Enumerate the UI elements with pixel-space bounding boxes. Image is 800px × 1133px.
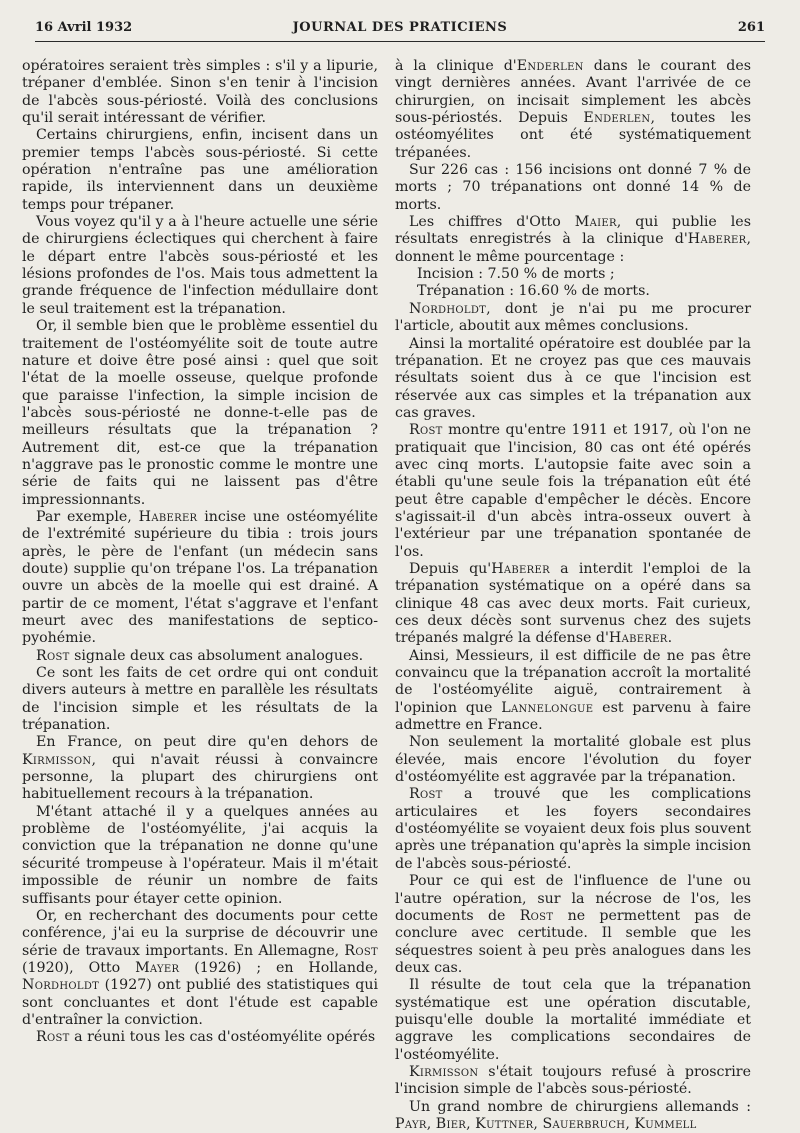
page-number: 261	[737, 20, 765, 35]
paragraph: Il résulte de tout cela que la trépanation systématique est une opération discutable, puisqu'elle double la mortalité immédiate et aggrave les complications secondaires de l'ostéomyélite.	[395, 977, 751, 1063]
paragraph: Or, en recherchant des documents pour cette conférence, j'ai eu la surprise de découvrir une série de travaux importants. En Allemagne, Rost (1920), Otto Mayer (1926) ; en Hollande, Nordholdt (1927) ont publié des statistiques qui sont concluantes et dont l'étude est capable d'entraîner la conviction.	[22, 907, 378, 1028]
paragraph: Non seulement la mortalité globale est plus élevée, mais encore l'évolution du foyer d'ostéomyélite est aggravée par la trépanation.	[395, 734, 751, 786]
paragraph: Par exemple, Haberer incise une ostéomyélite de l'extrémité supérieure du tibia : trois jours après, le père de l'enfant (un médecin sans doute) supplie qu'on trépane l'os. La trépanation ouvre un abcès de la moelle qui est drainé. A partir de ce moment, l'état s'aggrave et l'enfant meurt avec des manifestations de septico-pyohémie.	[22, 508, 378, 647]
paragraph: En France, on peut dire qu'en dehors de Kirmisson, qui n'avait réussi à convaincre personne, la plupart des chirurgiens ont habituellement recours à la trépanation.	[22, 734, 378, 803]
paragraph: Rost a trouvé que les complications articulaires et les foyers secondaires d'ostéomyélite se voyaient deux fois plus souvent après une trépanation qu'après la simple incision de l'abcès sous-périosté.	[395, 786, 751, 872]
paragraph: Les chiffres d'Otto Maier, qui publie les résultats enregistrés à la clinique d'Haberer, donnent le même pourcentage :	[395, 214, 751, 265]
journal-title: JOURNAL DES PRATICIENS	[292, 20, 508, 35]
statistic-line: Trépanation : 16.60 % de morts.	[417, 283, 650, 300]
paragraph: Or, il semble bien que le problème essentiel du traitement de l'ostéomyélite soit de toute autre nature et doive être posé ainsi : quel que soit l'état de la moelle osseuse, quelque profonde que paraisse l'infection, la simple incision de l'abcès sous-périosté ne donne-t-elle pas de meilleurs résultats que la trépanation ? Autrement dit, est-ce que la trépanation n'aggrave pas le pronostic comme le montre une série de faits qui ne laissent pas d'être impressionnants.	[22, 318, 378, 508]
paragraph: Rost a réuni tous les cas d'ostéomyélite opérés	[36, 1029, 376, 1046]
paragraph: Kirmisson s'était toujours refusé à proscrire l'incision simple de l'abcès sous-périosté.	[395, 1063, 751, 1098]
paragraph: Un grand nombre de chirurgiens allemands : Payr, Bier, Kuttner, Sauerbruch, Kummell	[395, 1098, 751, 1132]
paragraph: Certains chirurgiens, enfin, incisent dans un premier temps l'abcès sous-périosté. Si cette opération n'entraîne pas une amélioration rapide, ils interviennent dans un deuxième temps pour trépaner.	[22, 127, 378, 213]
statistic-line: Incision : 7.50 % de morts ;	[417, 266, 615, 283]
paragraph: Vous voyez qu'il y a à l'heure actuelle une série de chirurgiens éclectiques qui cherchent à faire le départ entre l'abcès sous-périosté et les lésions profondes de l'os. Mais tous admettent la grande fréquence de l'infection médullaire dont le seul traitement est la trépanation.	[22, 214, 378, 317]
left-column	[22, 58, 378, 1047]
paragraph: à la clinique d'Enderlen dans le courant des vingt dernières années. Avant l'arrivée de ce chirurgien, on incisait simplement les abcès sous-périostés. Depuis Enderlen, toutes les ostéomyélites ont été systématiquement trépanées.	[395, 58, 751, 161]
paragraph: Nordholdt, dont je n'ai pu me procurer l'article, aboutit aux mêmes conclusions.	[395, 300, 751, 335]
paragraph: Ainsi la mortalité opératoire est doublée par la trépanation. Et ne croyez pas que ces mauvais résultats soient dus à ce que l'incision est réservée aux cas simples et la trépanation aux cas graves.	[395, 335, 751, 421]
header-date: 16 Avril 1932	[35, 20, 133, 35]
running-header	[35, 18, 765, 40]
paragraph: Ce sont les faits de cet ordre qui ont conduit divers auteurs à mettre en parallèle les résultats de l'incision simple et les résultats de la trépanation.	[22, 665, 378, 734]
paragraph: M'étant attaché il y a quelques années au problème de l'ostéomyélite, j'ai acquis la conviction que la trépanation ne donne qu'une sécurité trompeuse à l'opérateur. Mais il m'était impossible de réunir un nombre de faits suffisants pour étayer cette opinion.	[22, 803, 378, 907]
paragraph: Rost signale deux cas absolument analogues.	[36, 647, 364, 664]
paragraph: Sur 226 cas : 156 incisions ont donné 7 % de morts ; 70 trépanations ont donné 14 % de morts.	[395, 162, 751, 213]
paragraph: Ainsi, Messieurs, il est difficile de ne pas être convaincu que la trépanation accroît la mortalité de l'ostéomyélite aiguë, contrairement à l'opinion que Lannelongue est parvenu à faire admettre en France.	[395, 647, 751, 734]
paragraph: Rost montre qu'entre 1911 et 1917, où l'on ne pratiquait que l'incision, 80 cas ont été opérés avec cinq morts. L'autopsie faite avec soin a établi qu'une seule fois la trépanation eût été peut être capable d'empêcher le décès. Encore s'agissait-il d'un abcès intra-osseux ouvert à l'extérieur par une trépanation spontanée de l'os.	[395, 422, 751, 560]
paragraph: Depuis qu'Haberer a interdit l'emploi de la trépanation systématique on a opéré dans sa clinique 48 cas avec deux morts. Fait curieux, ces deux décès sont survenus chez des sujets trépanés malgré la défense d'Haberer.	[395, 560, 751, 647]
paragraph: Pour ce qui est de l'influence de l'une ou l'autre opération, sur la nécrose de l'os, les documents de Rost ne permettent pas de conclure avec certitude. Il semble que les séquestres soient à peu près analogues dans les deux cas.	[395, 873, 751, 976]
header-rule	[35, 41, 765, 42]
right-column	[395, 58, 751, 1133]
paragraph: opératoires seraient très simples : s'il y a lipurie, trépaner d'emblée. Sinon s'en tenir à l'incision de l'abcès sous-périosté. Voilà des conclusions qu'il serait intéressant de vérifier.	[22, 58, 378, 127]
